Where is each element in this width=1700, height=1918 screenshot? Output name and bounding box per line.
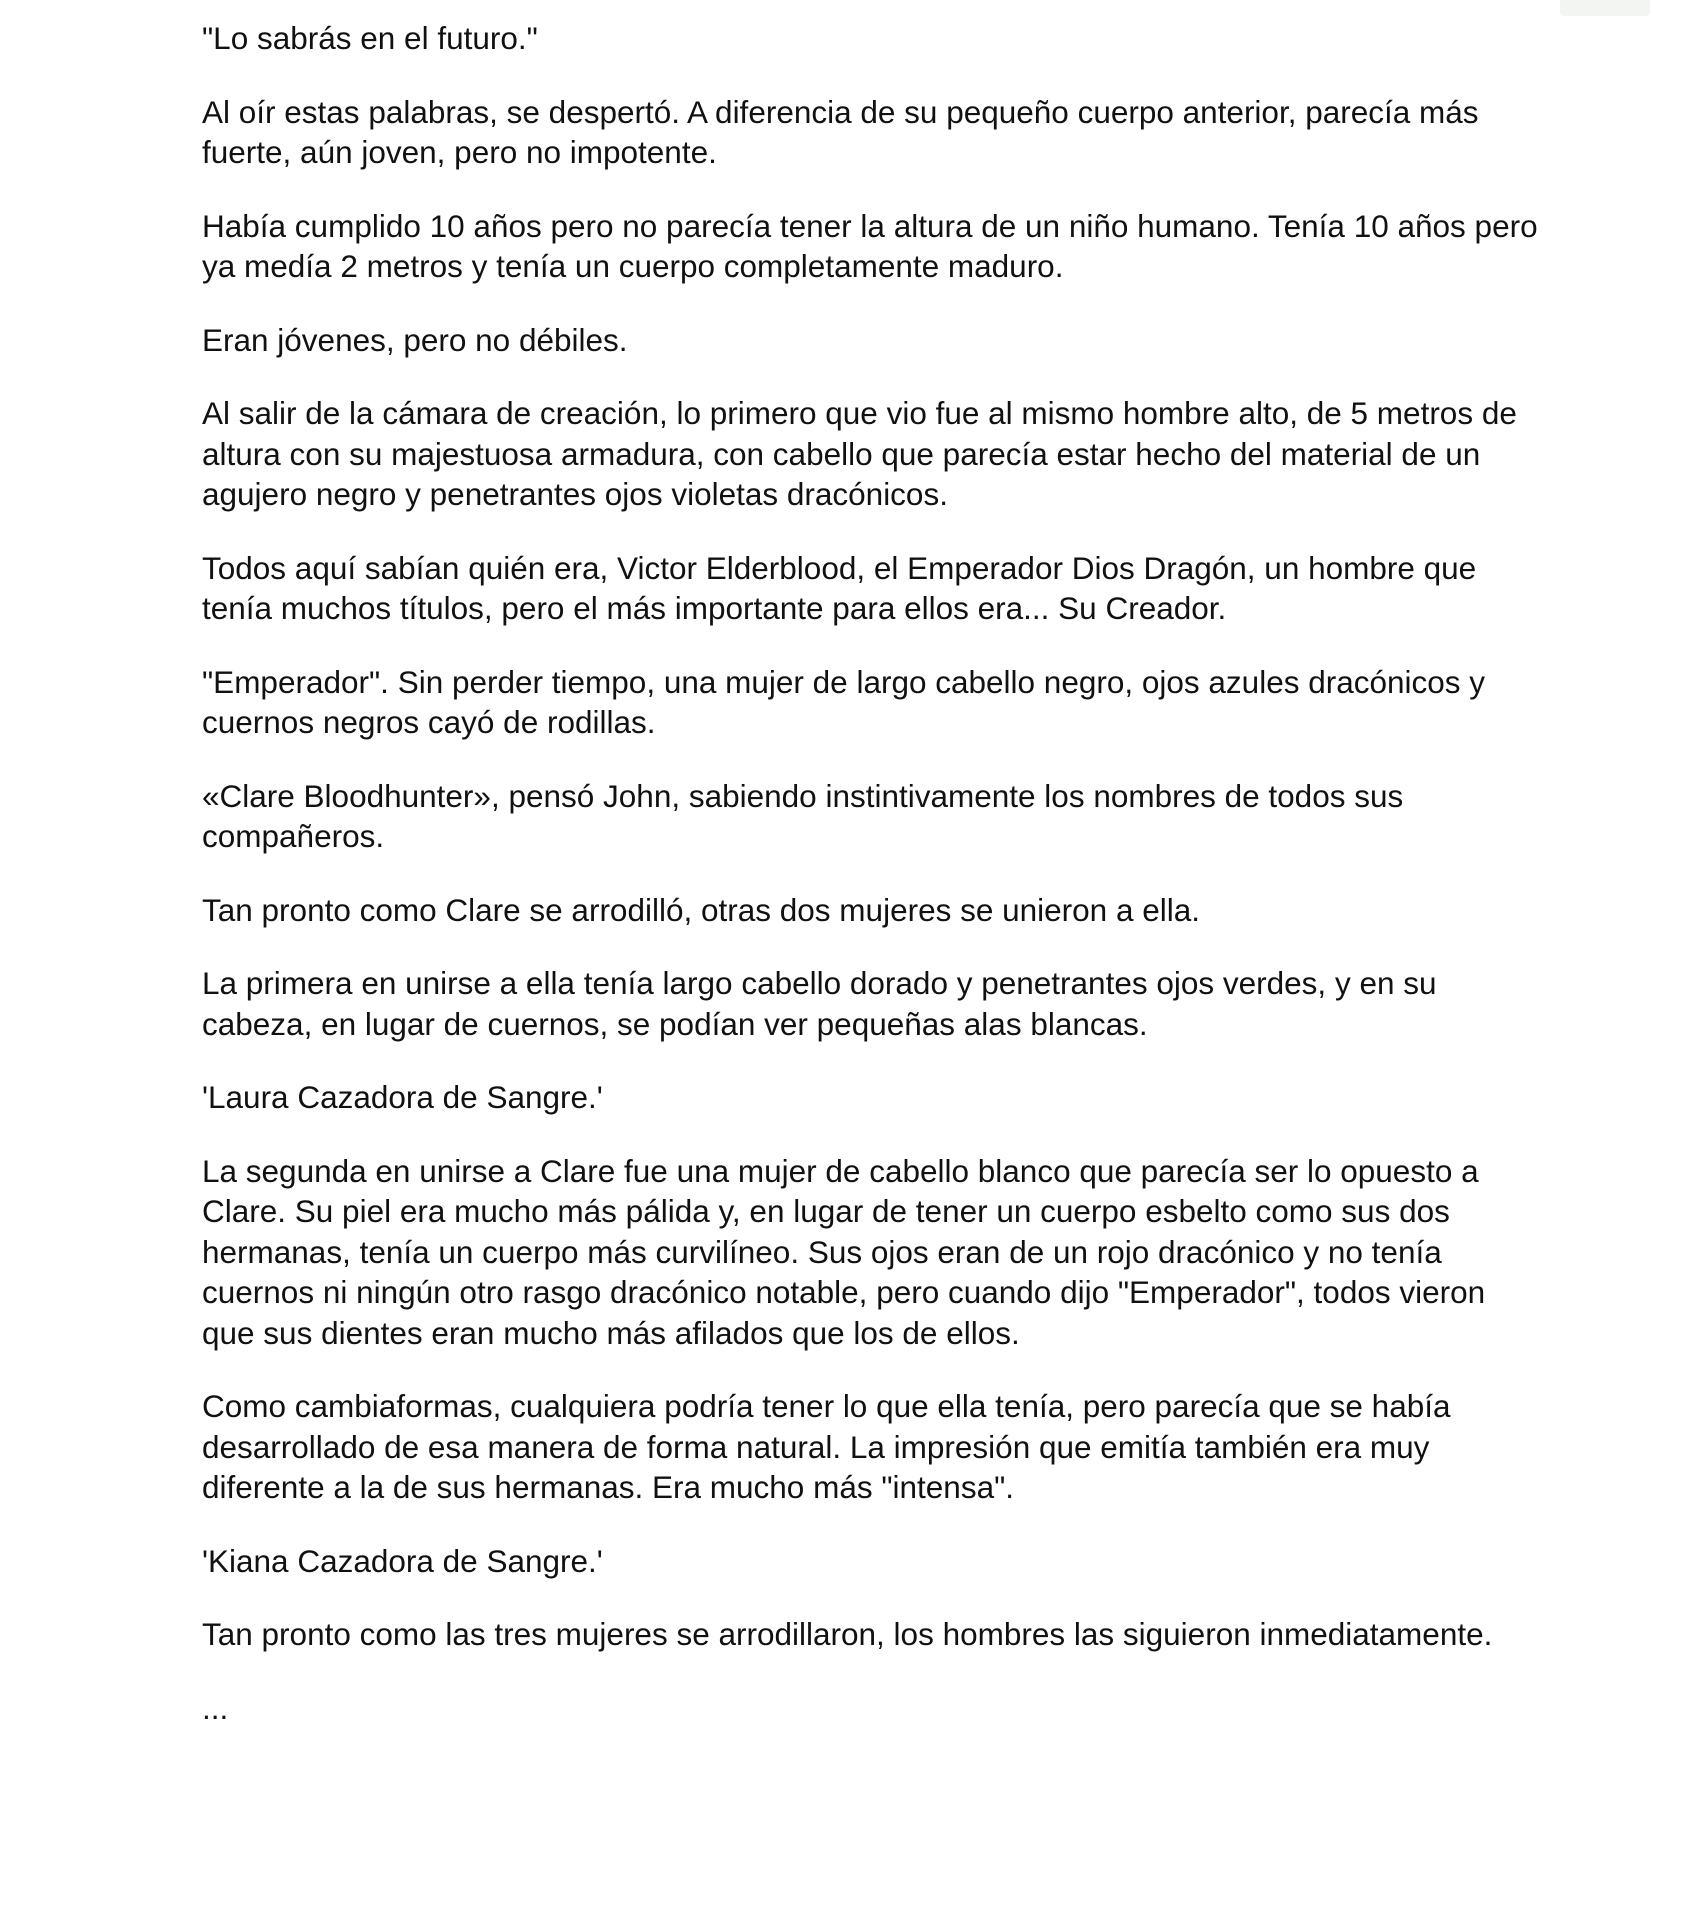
paragraph: Todos aquí sabían quién era, Victor Elderblood, el Emperador Dios Dragón, un hombre que tenía muchos títulos, pero el más importante para ellos era... Su Creador. xyxy=(202,549,1477,626)
paragraph: 'Kiana Cazadora de Sangre.' xyxy=(202,1542,603,1579)
document-body xyxy=(202,18,1542,1761)
paragraph: Eran jóvenes, pero no débiles. xyxy=(202,321,628,358)
paragraph: Tan pronto como Clare se arrodilló, otras dos mujeres se unieron a ella. xyxy=(202,891,1201,928)
paragraph: «Clare Bloodhunter», pensó John, sabiendo instintivamente los nombres de todos sus compañeros. xyxy=(202,777,1404,854)
paragraph: Al oír estas palabras, se despertó. A diferencia de su pequeño cuerpo anterior, parecía más fuerte, aún joven, pero no impotente. xyxy=(202,93,1479,170)
paragraph: Como cambiaformas, cualquiera podría tener lo que ella tenía, pero parecía que se había desarrollado de esa manera de forma natural. La impresión que emitía también era muy diferente a la de sus hermanas. Era mucho más "intensa". xyxy=(202,1388,1451,1505)
paragraph: "Lo sabrás en el futuro." xyxy=(202,20,538,56)
paragraph: Había cumplido 10 años pero no parecía tener la altura de un niño humano. Tenía 10 años pero ya medía 2 metros y tenía un cuerpo completamente maduro. xyxy=(202,207,1538,284)
paragraph: Tan pronto como las tres mujeres se arrodillaron, los hombres las siguieron inmediatamente. xyxy=(202,1616,1493,1652)
page-corner-tab xyxy=(1560,0,1650,16)
paragraph: ... xyxy=(202,1689,229,1726)
paragraph: "Emperador". Sin perder tiempo, una mujer de largo cabello negro, ojos azules dracónicos y cuernos negros cayó de rodillas. xyxy=(202,663,1486,740)
paragraph: Al salir de la cámara de creación, lo primero que vio fue al mismo hombre alto, de 5 metros de altura con su majestuosa armadura, con cabello que parecía estar hecho del material de un agujero negro y penetrantes ojos violetas dracónicos. xyxy=(202,395,1517,512)
paragraph: 'Laura Cazadora de Sangre.' xyxy=(202,1079,603,1115)
paragraph: La segunda en unirse a Clare fue una mujer de cabello blanco que parecía ser lo opuesto a Clare. Su piel era mucho más pálida y, en lugar de tener un cuerpo esbelto como sus dos hermanas, tenía un cuerpo más curvilíneo. Sus ojos eran de un rojo dracónico y no tenía cuernos ni ningún otro rasgo dracónico notable, pero cuando dijo "Emperador", todos vieron que sus dientes eran mucho más afilados que los de ellos. xyxy=(202,1152,1486,1351)
paragraph: La primera en unirse a ella tenía largo cabello dorado y penetrantes ojos verdes, y en su cabeza, en lugar de cuernos, se podían ver pequeñas alas blancas. xyxy=(202,965,1437,1042)
